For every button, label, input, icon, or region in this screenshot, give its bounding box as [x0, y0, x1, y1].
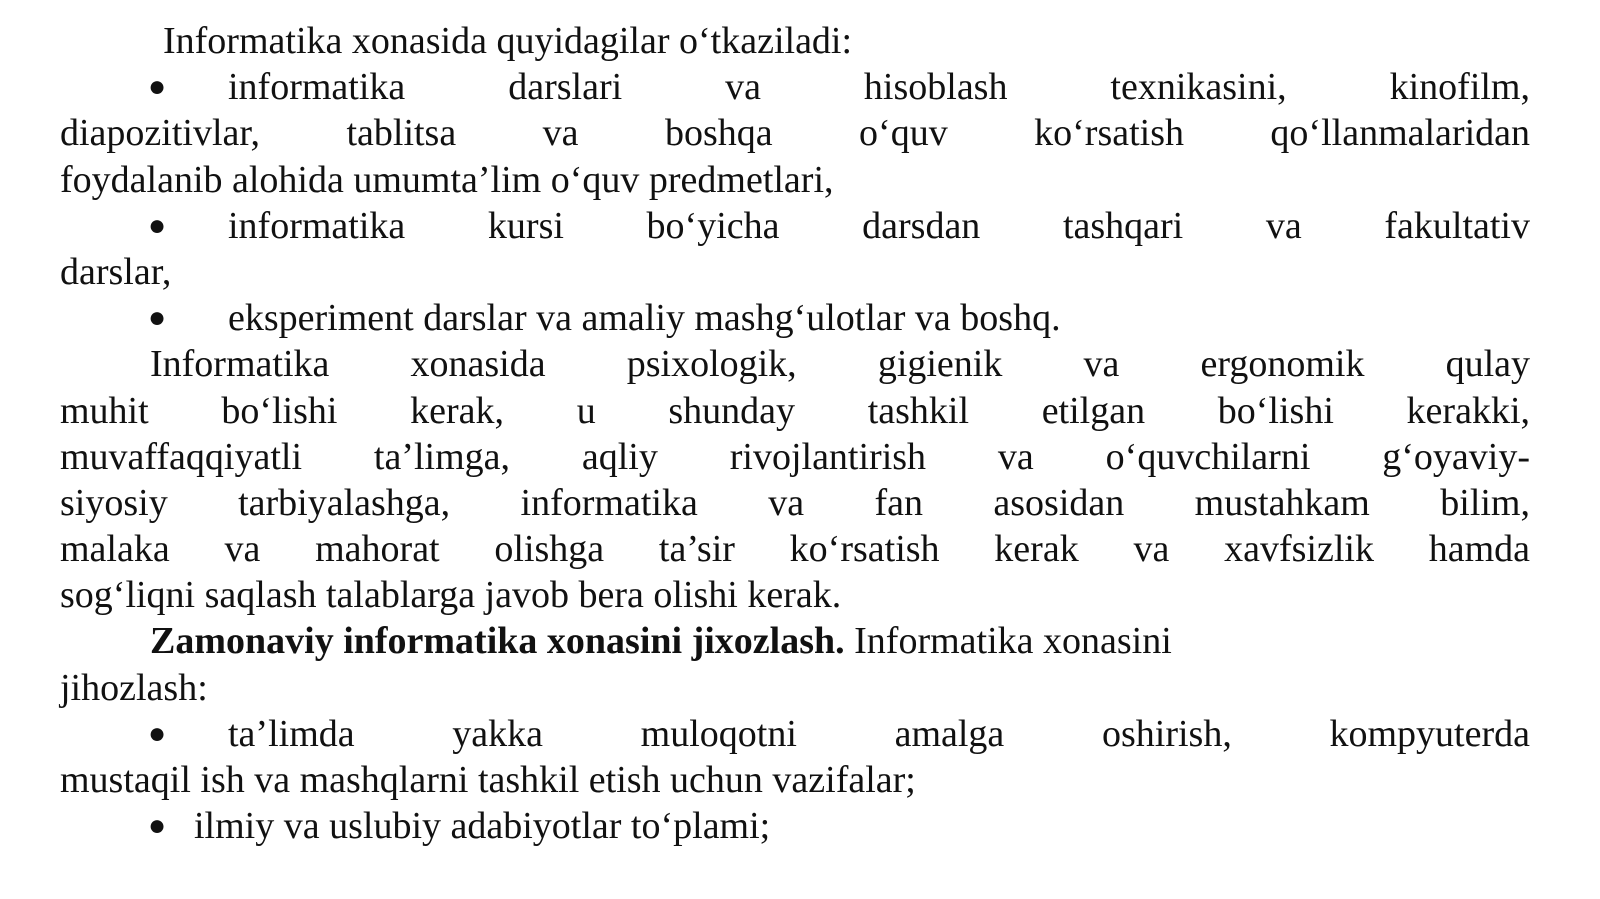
section-text: Informatika xonasini [844, 620, 1172, 663]
section-heading: Zamonaviy informatika xonasini jixozlash. [150, 620, 845, 663]
list-item [60, 64, 1530, 203]
list-item-line: mustaqil ish va mashqlarni tashkil etish uchun vazifalar; [60, 759, 916, 801]
paragraph-line: sog‘liqni saqlash talablarga javob bera olishi kerak. [60, 574, 842, 617]
list-item-text: informatika kursi bo‘yicha darsdan tashqari va fakultativ [228, 204, 1530, 247]
paragraph-line: malaka va mahorat olishga ta’sir ko‘rsatish kerak va xavfsizlik hamda [60, 528, 1530, 571]
bullet-icon: ● [148, 70, 167, 104]
list-item [60, 203, 1530, 295]
paragraph [60, 341, 1530, 618]
paragraph-line: Informatika xonasida psixologik, gigienik va ergonomik qulay [150, 343, 1530, 386]
list-item-line [60, 64, 1530, 110]
section-line [60, 618, 1530, 664]
bullet-icon: ● [148, 716, 167, 750]
section-line: jihozlash: [60, 666, 208, 709]
document-page [60, 18, 1530, 849]
list-item-text: eksperiment darslar va amaliy mashg‘ulotlar va boshq. [228, 297, 1061, 340]
section-paragraph [60, 618, 1530, 710]
bullet-icon: ● [148, 809, 167, 843]
list-item-text: ilmiy va uslubiy adabiyotlar to‘plami; [194, 805, 771, 848]
list-item-text: ta’limda yakka muloqotni amalga oshirish, kompyuterda [228, 712, 1530, 755]
paragraph-line: siyosiy tarbiyalashga, informatika va fan asosidan mustahkam bilim, [60, 481, 1530, 524]
list-item-line: darslar, [60, 250, 172, 293]
bullet-icon: ● [148, 208, 167, 242]
list-item-line [60, 711, 1530, 757]
list-item [60, 711, 1530, 803]
bullet-icon: ● [148, 301, 167, 335]
list-item [60, 803, 1530, 849]
list-item-line [60, 295, 1530, 341]
list-item-text: informatika darslari va hisoblash texnikasini, kinofilm, [228, 66, 1530, 109]
intro-line: Informatika xonasida quyidagilar o‘tkaziladi: [163, 20, 853, 62]
list-item-line: diapozitivlar, tablitsa va boshqa o‘quv ko‘rsatish qo‘llanmalaridan [60, 112, 1530, 155]
paragraph-line: muhit bo‘lishi kerak, u shunday tashkil etilgan bo‘lishi kerakki, [60, 389, 1530, 432]
list-item-line: foydalanib alohida umumta’lim o‘quv predmetlari, [60, 158, 834, 201]
paragraph-line: muvaffaqqiyatli ta’limga, aqliy rivojlantirish va o‘quvchilarni g‘oyaviy- [60, 435, 1530, 478]
list-item [60, 295, 1530, 341]
list-item-line [60, 803, 1530, 849]
list-item-line [60, 203, 1530, 249]
